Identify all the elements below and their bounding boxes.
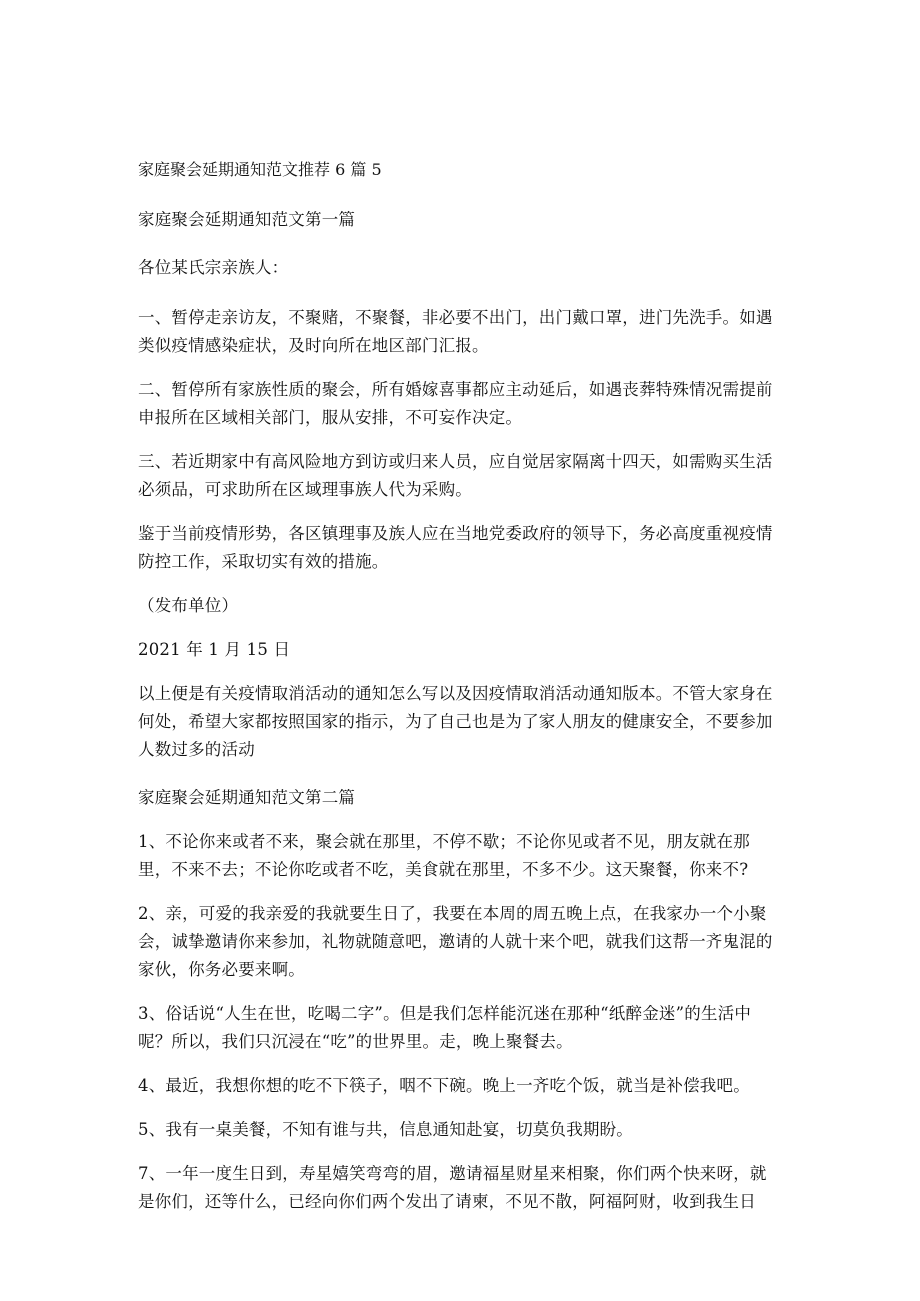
paragraph-2: 二、暂停所有家族性质的聚会，所有婚嫁喜事都应主动延后，如遇丧葬特殊情况需提前申报所在区域相关部门，服从安排，不可妄作决定。	[138, 380, 773, 427]
list-item: 1、不论你来或者不来，聚会就在那里，不停不歇；不论你见或者不见，朋友就在那里，不来不去；不论你吃或者不吃，美食就在那里，不多不少。这天聚餐，你来不?	[138, 832, 750, 879]
list-item: 2、亲，可爱的我亲爱的我就要生日了，我要在本周的周五晚上点，在我家办一个小聚会，诚挚邀请你来参加，礼物就随意吧，邀请的人就十来个吧，就我们这帮一齐鬼混的家伙，你务必要来啊。	[138, 904, 773, 979]
greeting: 各位某氏宗亲族人：	[138, 258, 289, 277]
list-item: 7、一年一度生日到，寿星嬉笑弯弯的眉，邀请福星财星来相聚，你们两个快来呀，就是你们，还等什么，已经向你们两个发出了请柬，不见不散，阿福阿财，收到我生日	[138, 1164, 767, 1211]
signer: （发布单位）	[138, 596, 239, 615]
list-item: 3、俗话说“人生在世，吃喝二字”。但是我们怎样能沉迷在那种“纸醉金迷”的生活中呢？所以，我们只沉浸在“吃”的世界里。走，晚上聚餐去。	[138, 1004, 752, 1051]
date: 2021 年 1 月 15 日	[138, 640, 291, 659]
document-body	[138, 206, 778, 1216]
paragraph-1: 一、暂停走亲访友，不聚赌，不聚餐，非必要不出门，出门戴口罩，进门先洗手。如遇类似疫情感染症状，及时向所在地区部门汇报。	[138, 308, 773, 355]
list-item: 4、最近，我想你想的吃不下筷子，咽不下碗。晚上一齐吃个饭，就当是补偿我吧。	[138, 1076, 750, 1095]
list-item: 5、我有一桌美餐，不知有谁与共，信息通知赴宴，切莫负我期盼。	[138, 1120, 633, 1139]
paragraph-4: 鉴于当前疫情形势，各区镇理事及族人应在当地党委政府的领导下，务必高度重视疫情防控工作，采取切实有效的措施。	[138, 524, 773, 571]
document-title: 家庭聚会延期通知范文推荐 6 篇 5	[138, 160, 382, 179]
section-2-title: 家庭聚会延期通知范文第二篇	[138, 788, 356, 807]
summary-paragraph: 以上便是有关疫情取消活动的通知怎么写以及因疫情取消活动通知版本。不管大家身在何处，希望大家都按照国家的指示，为了自己也是为了家人朋友的健康安全，不要参加人数过多的活动	[138, 684, 773, 759]
paragraph-3: 三、若近期家中有高风险地方到访或归来人员，应自觉居家隔离十四天，如需购买生活必须品，可求助所在区域理事族人代为采购。	[138, 452, 773, 499]
section-1-title: 家庭聚会延期通知范文第一篇	[138, 210, 356, 229]
